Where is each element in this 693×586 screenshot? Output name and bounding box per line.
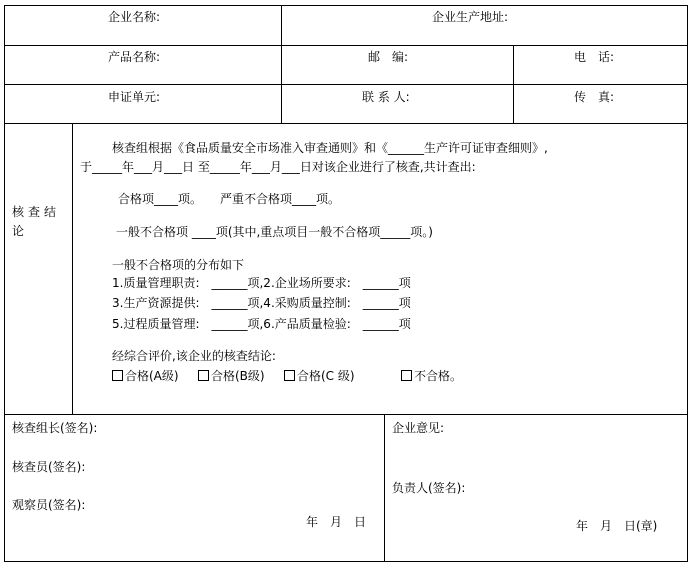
distribution-row-3: 5.过程质量管理: ______项,6.产品质量检验: ______项 bbox=[112, 317, 411, 331]
contact-person-label: 联 系 人: bbox=[362, 90, 410, 104]
distribution-row-1: 1.质量管理职责: ______项,2.企业场所要求: ______项 bbox=[112, 276, 411, 290]
checkbox-option-a[interactable]: 合格(A级) bbox=[112, 369, 179, 383]
fax-label: 传 真: bbox=[574, 90, 615, 104]
pass-items-line: 合格项____项。 严重不合格项____项。 bbox=[118, 192, 341, 206]
applicant-unit-label: 申证单元: bbox=[108, 90, 161, 104]
distribution-title: 一般不合格项的分布如下 bbox=[112, 258, 245, 272]
company-name-label: 企业名称: bbox=[108, 10, 161, 24]
checkbox-icon bbox=[112, 370, 123, 381]
inspection-intro-line-1: 核查组根据《食品质量安全市场准入审查通则》和《______生产许可证审查细则》, bbox=[112, 141, 548, 155]
date-left: 年 月 日 bbox=[306, 515, 367, 529]
team-leader-signature-label: 核查组长(签名): bbox=[12, 421, 98, 435]
date-right-seal: 年 月 日(章) bbox=[576, 519, 658, 533]
checkbox-option-c[interactable]: 合格(C 级) bbox=[284, 369, 355, 383]
conclusion-side-label: 核查结 bbox=[12, 205, 61, 219]
distribution-row-2: 3.生产资源提供: ______项,4.采购质量控制: ______项 bbox=[112, 296, 411, 310]
product-name-label: 产品名称: bbox=[108, 50, 161, 64]
responsible-person-signature-label: 负责人(签名): bbox=[392, 481, 466, 495]
checkbox-icon bbox=[401, 370, 412, 381]
inspector-signature-label: 核查员(签名): bbox=[12, 460, 86, 474]
observer-signature-label: 观察员(签名): bbox=[12, 498, 86, 512]
checkbox-icon bbox=[284, 370, 295, 381]
inspection-intro-line-2: 于_____年___月___日 至_____年___月___日对该企业进行了核查,共计查出: bbox=[80, 160, 476, 174]
general-nonconformity-line: 一般不合格项 ____项(其中,重点项目一般不合格项_____项。) bbox=[116, 225, 433, 239]
checkbox-option-b[interactable]: 合格(B级) bbox=[198, 369, 265, 383]
phone-label: 电 话: bbox=[574, 50, 615, 64]
checkbox-option-fail[interactable]: 不合格。 bbox=[401, 369, 462, 383]
overall-evaluation-line: 经综合评价,该企业的核查结论: bbox=[112, 349, 276, 363]
conclusion-side-label-2: 论 bbox=[12, 224, 25, 238]
production-address-label: 企业生产地址: bbox=[432, 10, 509, 24]
postcode-label: 邮 编: bbox=[368, 50, 409, 64]
checkbox-icon bbox=[198, 370, 209, 381]
company-opinion-label: 企业意见: bbox=[392, 421, 445, 435]
